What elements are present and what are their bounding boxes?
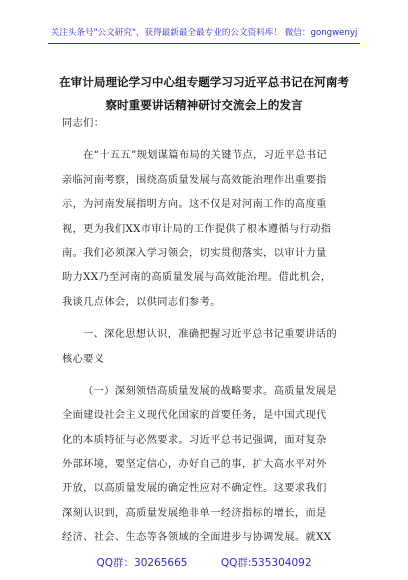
paragraph-line: 助力XX乃至河南的高质量发展与高效能治理。借此机会， — [62, 272, 332, 284]
paragraph-line: 南。我们必须深入学习领会，切实贯彻落实，以审计力量 — [62, 247, 327, 259]
paragraph-line: （一）深刻领悟高质量发展的战略要求。高质量发展是 — [83, 385, 338, 397]
title-line: 在审计局理论学习中心组专题学习习近平总书记在河南考 — [59, 75, 349, 89]
paragraph-line: 经济、社会、生态等各领域的全面进步与协调发展。就XX — [62, 532, 332, 544]
paragraph-line: 我谈几点体会，以供同志们参考。 — [62, 296, 221, 308]
paragraph-line: 开放，以高质量发展的确定性应对不确定性。这要求我们 — [62, 483, 327, 495]
section-heading-line: 核心要义 — [62, 353, 105, 365]
paragraph-line: 示，为河南发展指明方向。这不仅是对河南工作的高度重 — [62, 199, 327, 211]
greeting: 同志们： — [62, 118, 105, 129]
paragraph-line: 化的本质特征与必然要求。习近平总书记强调，面对复杂 — [62, 434, 327, 446]
paragraph-line: 在“十五五”规划谋篇布局的关键节点，习近平总书记 — [83, 150, 328, 162]
paragraph-line: 全面建设社会主义现代化国家的首要任务，是中国式现代 — [62, 410, 327, 422]
paragraph-line: 深刻认识到，高质量发展绝非单一经济指标的增长，而是 — [62, 507, 327, 519]
title-line: 察时重要讲话精神研讨交流会上的发言 — [105, 98, 303, 112]
section-heading-line: 一、深化思想认识，准确把握习近平总书记重要讲话的 — [83, 329, 338, 341]
document-title — [0, 71, 408, 117]
qq-group-2: QQ群:535304092 — [220, 557, 312, 569]
document-body — [62, 112, 352, 551]
paragraph-line: 外部环境，要坚定信心，办好自己的事，扩大高水平对外 — [62, 459, 327, 471]
footer-contacts — [0, 555, 408, 570]
qq-group-1: QQ群：30265665 — [96, 557, 188, 569]
header-banner: 关注头条号"公文研究"，获得最新最全最专业的公文资料库！ 微信：gongwenyj — [48, 23, 360, 44]
paragraph-line: 视，更为我们XX市审计局的工作提供了根本遵循与行动指 — [62, 223, 332, 235]
paragraph-line: 亲临河南考察，围绕高质量发展与高效能治理作出重要指 — [62, 174, 327, 186]
